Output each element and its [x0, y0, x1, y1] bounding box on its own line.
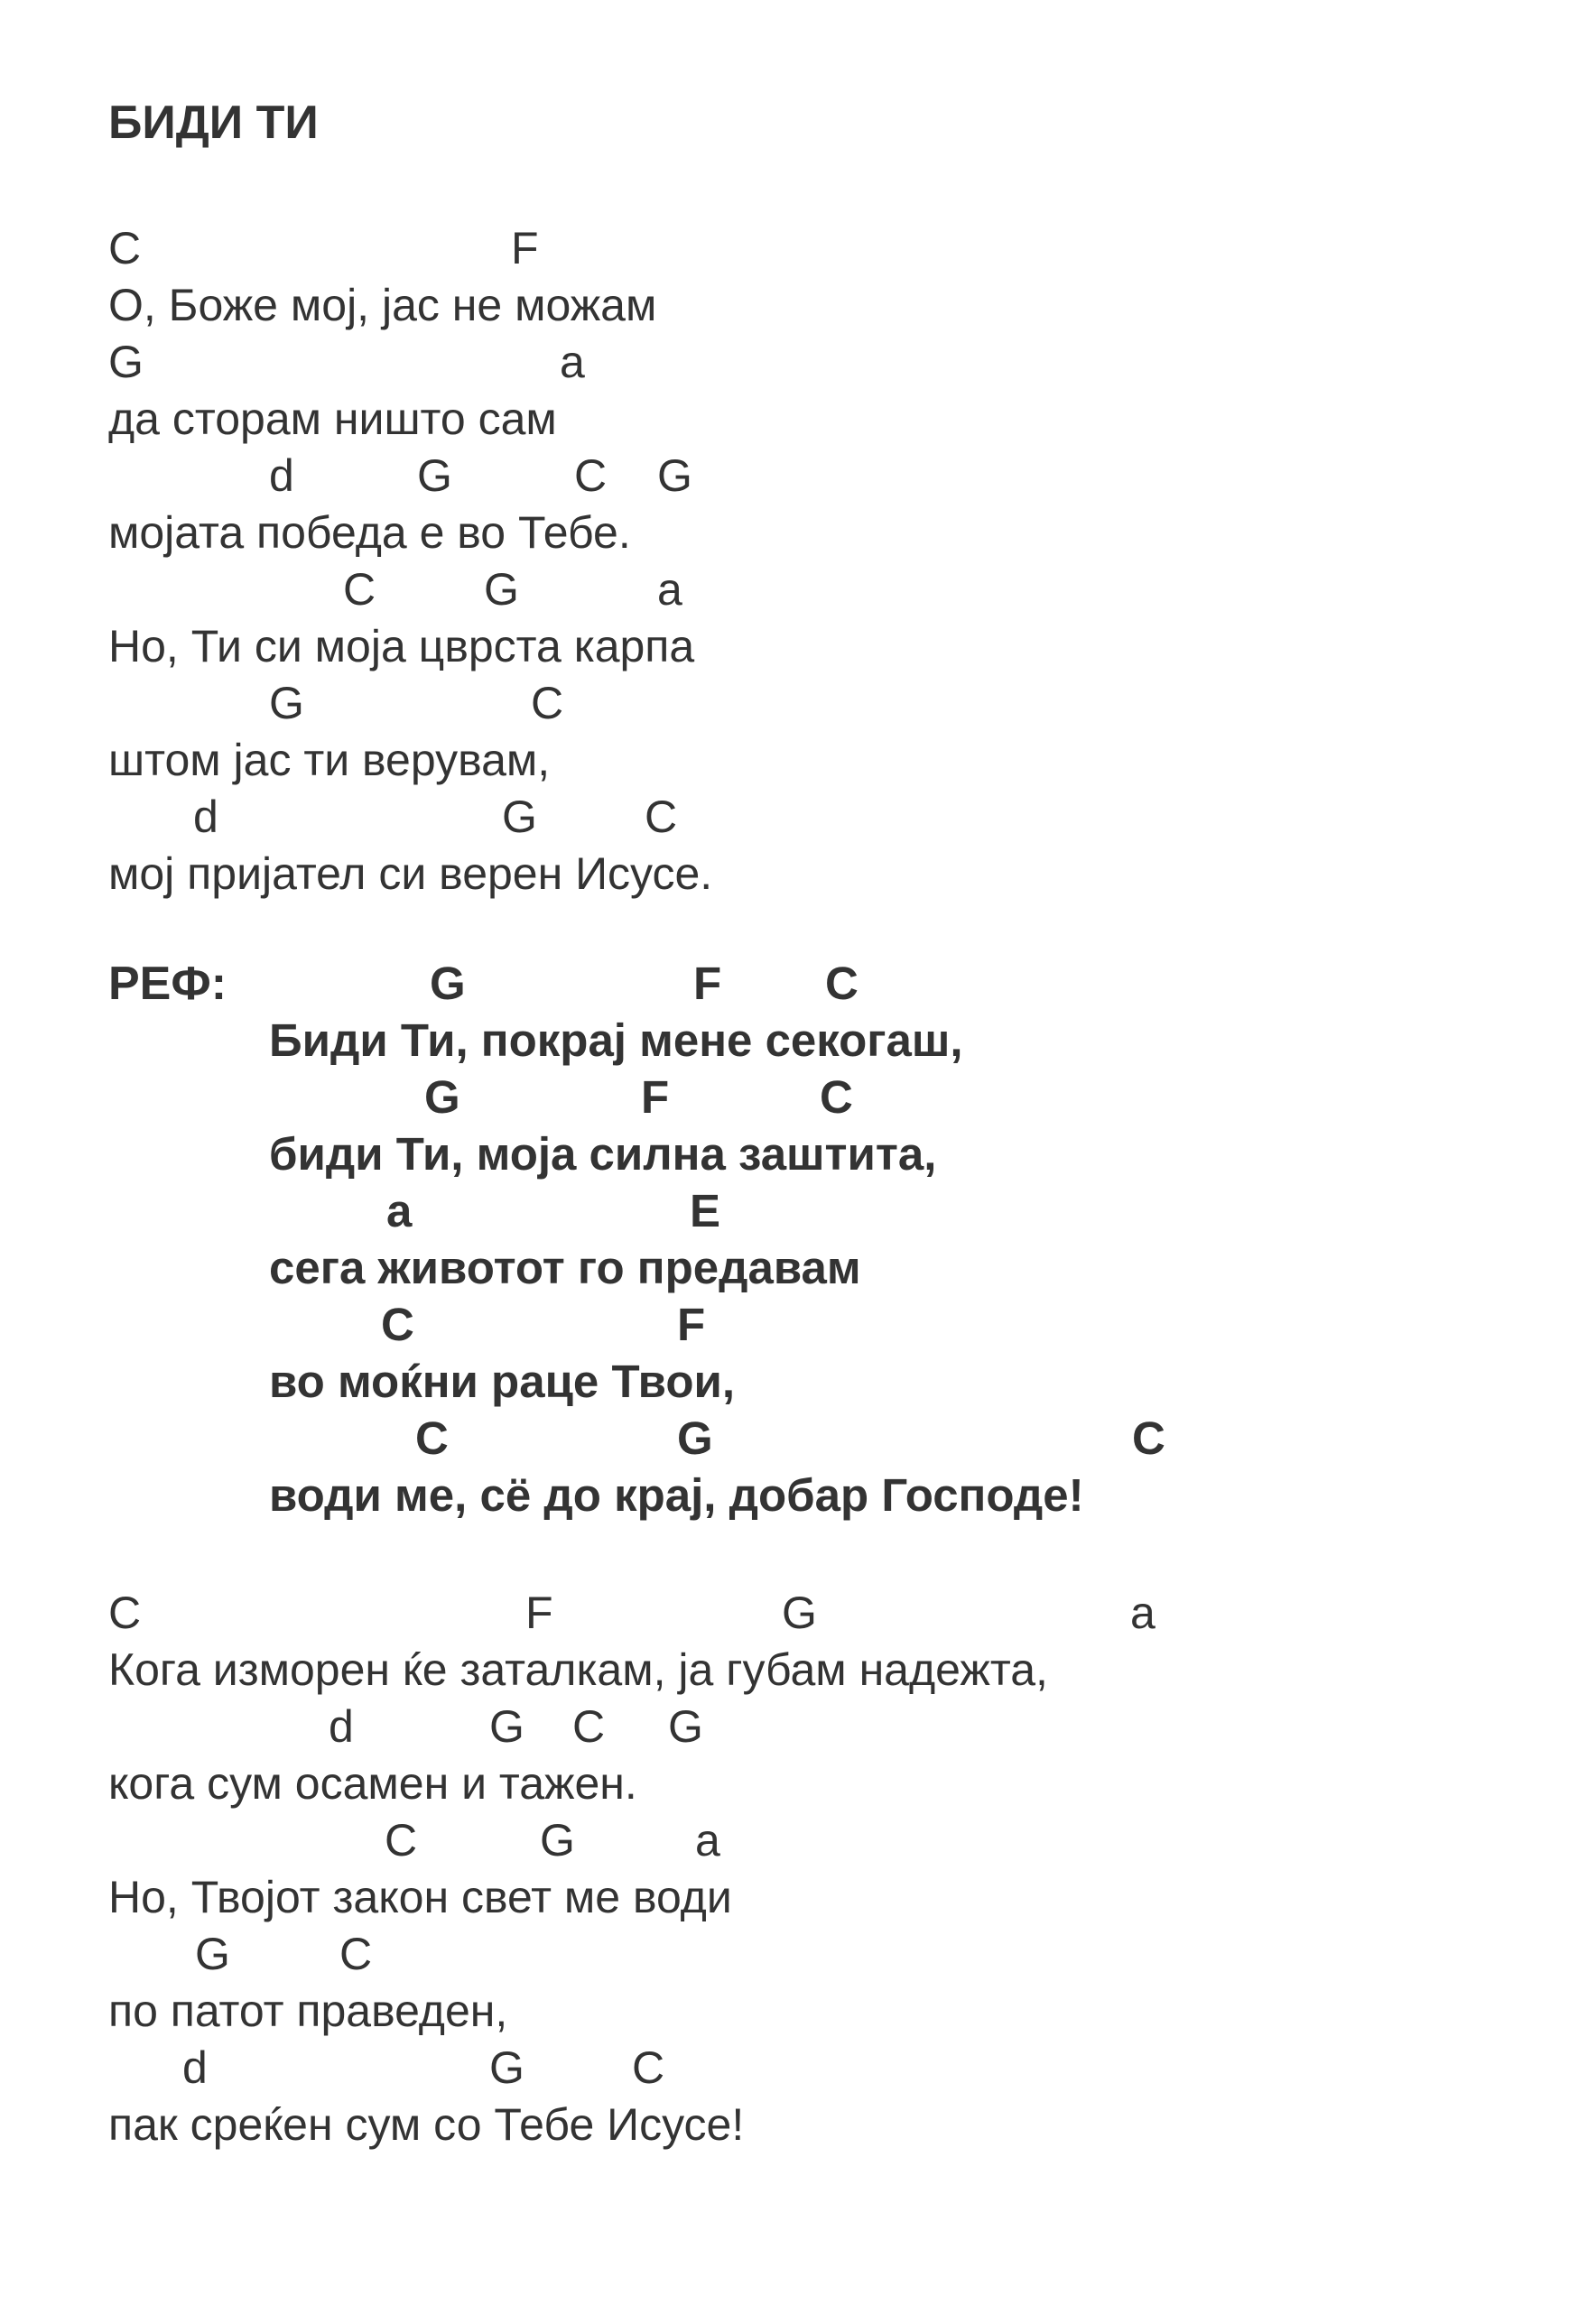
chord: C — [531, 678, 564, 728]
chord: E — [690, 1185, 721, 1236]
chord: C — [645, 792, 678, 842]
chord: F — [525, 1588, 553, 1638]
song-title: БИДИ ТИ — [108, 97, 319, 149]
chord: d — [269, 450, 294, 501]
chord: C — [343, 564, 376, 615]
chord: F — [641, 1071, 670, 1123]
lyric-line: Кога изморен ќе заталкам, ја губам надежта, — [108, 1644, 1048, 1695]
chord-line — [269, 1069, 1084, 1125]
chord-line — [269, 1410, 1165, 1467]
lyric-line: штом јас ти верувам, — [108, 735, 551, 785]
chord: C — [339, 1929, 373, 1979]
chord: C — [1132, 1412, 1165, 1464]
chord-line — [108, 2040, 1048, 2097]
chord-line — [108, 561, 712, 618]
chord: d — [329, 1701, 354, 1752]
lyric-line: во моќни раце Твои, — [269, 1356, 736, 1407]
refrain — [269, 955, 1165, 1523]
lyric-line: сега животот го предавам — [269, 1242, 861, 1293]
chord: G — [540, 1815, 575, 1866]
verse-1 — [108, 220, 712, 903]
chord: C — [572, 1701, 606, 1752]
chord: C — [825, 958, 859, 1009]
chord-line — [108, 1812, 1048, 1869]
chord: G — [782, 1588, 817, 1638]
chord: G — [195, 1929, 230, 1979]
chord: a — [657, 564, 682, 615]
chord: d — [182, 2042, 208, 2093]
chord: F — [677, 1299, 706, 1350]
chord: G — [502, 792, 537, 842]
lyric-line: да сторам ништо сам — [108, 394, 557, 444]
chord: C — [632, 2042, 665, 2093]
lyric-line: О, Боже мој, јас не можам — [108, 280, 657, 330]
chord: G — [269, 678, 304, 728]
lyric-line: Биди Ти, покрај мене секогаш, — [269, 1014, 963, 1066]
chord: C — [574, 450, 608, 501]
chord-line — [108, 1926, 1048, 1983]
lyric-line: мојата победа е во Тебе. — [108, 507, 631, 558]
chord-line — [269, 1182, 1084, 1239]
verse-2 — [108, 1585, 1156, 2153]
lyric-line: по патот праведен, — [108, 1986, 508, 2036]
refrain-label: РЕФ: — [108, 958, 227, 1010]
chord-line — [108, 675, 712, 732]
chord: G — [424, 1071, 460, 1123]
chord-line — [108, 789, 712, 846]
chord: F — [693, 958, 722, 1009]
chord: G — [484, 564, 519, 615]
chord: G — [417, 450, 452, 501]
chord: d — [193, 792, 218, 842]
chord: G — [657, 450, 692, 501]
chord: C — [820, 1071, 853, 1123]
chord: C — [108, 1588, 142, 1638]
chord: C — [108, 223, 142, 273]
lyric-line: води ме, сё до крај, добар Господе! — [269, 1469, 1084, 1521]
chord-line — [108, 334, 712, 391]
lyric-line: кога сум осамен и тажен. — [108, 1758, 637, 1809]
chord: C — [385, 1815, 418, 1866]
chord: F — [511, 223, 539, 273]
chord-line — [108, 220, 712, 277]
chord: C — [381, 1299, 414, 1350]
chord: a — [1130, 1588, 1156, 1638]
chord: G — [489, 1701, 524, 1752]
chord: a — [386, 1185, 413, 1236]
chord-line — [108, 448, 712, 505]
lyric-line: мој пријател си верен Исусе. — [108, 848, 713, 899]
chord: G — [108, 337, 144, 387]
lyric-line: Но, Твојот закон свет ме води — [108, 1872, 732, 1922]
chord: C — [415, 1412, 449, 1464]
chord: a — [560, 337, 585, 387]
chord-line — [108, 1699, 1048, 1755]
chord: G — [489, 2042, 524, 2093]
chord: G — [430, 958, 466, 1009]
chord-line — [269, 955, 1084, 1012]
lyric-line: Но, Ти си моја цврста карпа — [108, 621, 695, 671]
chord-line — [269, 1296, 1084, 1353]
lyric-line: биди Ти, моја силна заштита, — [269, 1128, 937, 1180]
chord: G — [677, 1412, 713, 1464]
chord-line — [108, 1585, 1156, 1642]
chord: G — [668, 1701, 703, 1752]
lyric-line: пак срeќен сум со Тебе Исусе! — [108, 2099, 745, 2150]
chord: a — [695, 1815, 720, 1866]
